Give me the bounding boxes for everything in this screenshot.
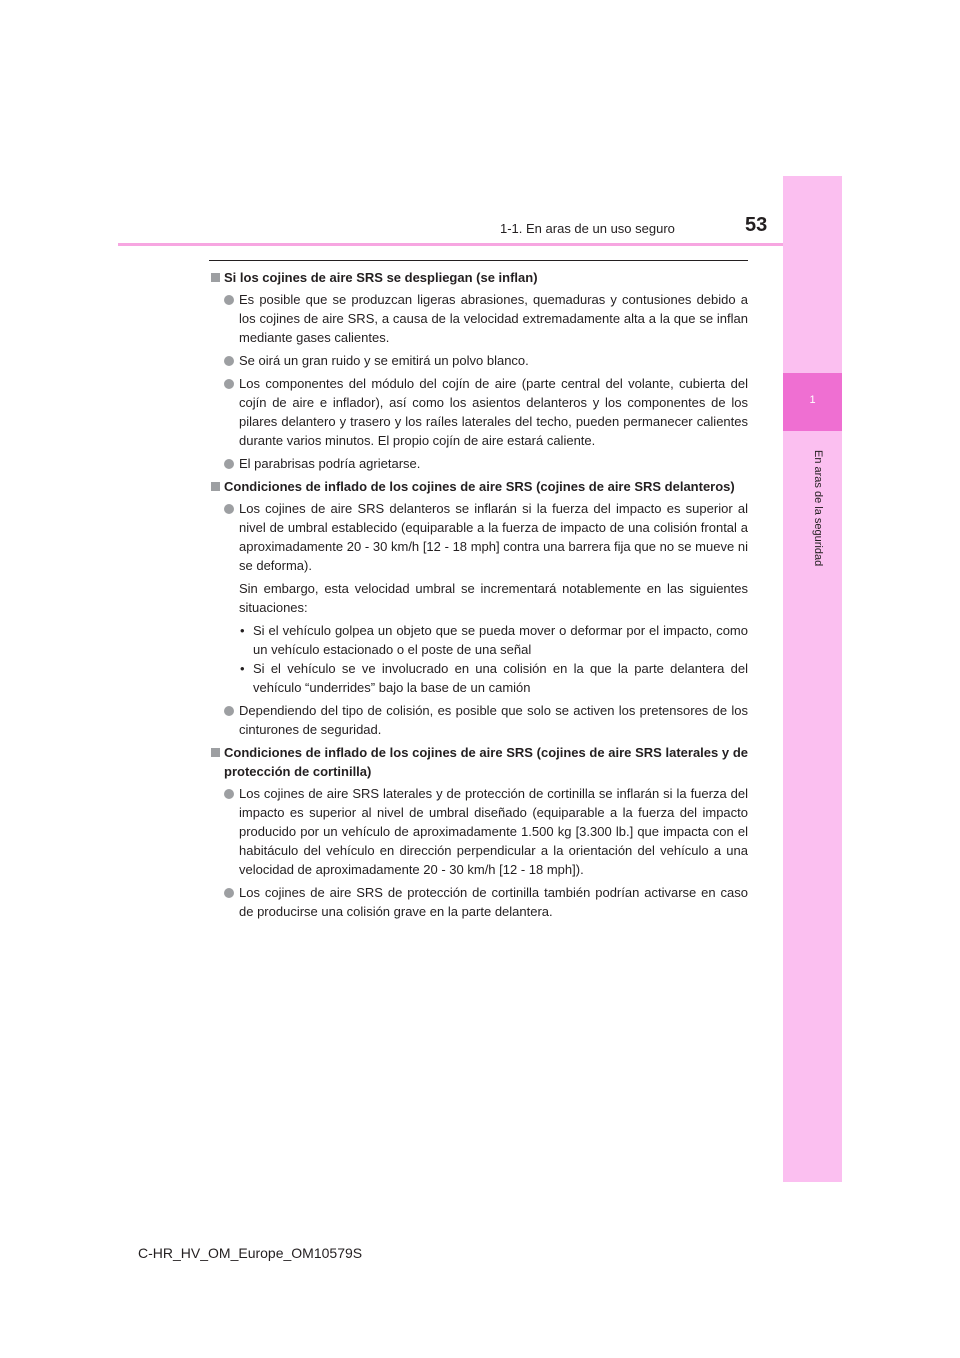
list-item <box>209 784 748 879</box>
list-item-text: Los componentes del módulo del cojín de aire (parte central del volante, cubierta del cojín de aire e inflador), así como los asientos delanteros y los componentes de los pilares delantero y trasero y los raíles laterales del techo, pueden permanecer calientes durante varios minutos. El propio cojín de aire estará caliente. <box>239 376 748 448</box>
sub-list-item <box>209 659 748 697</box>
sub-list-item-text: Si el vehículo se ve involucrado en una colisión en la que la parte delantera del vehículo “underrides” bajo la base de un camión <box>253 661 748 695</box>
section-title: 1-1. En aras de un uso seguro <box>500 221 675 236</box>
section-heading <box>209 268 748 287</box>
document-code: C-HR_HV_OM_Europe_OM10579S <box>138 1245 363 1261</box>
page-number: 53 <box>745 214 768 236</box>
square-bullet-icon <box>211 273 220 282</box>
list-item <box>209 701 748 739</box>
list-item-text: Los cojines de aire SRS laterales y de protección de cortinilla se inflarán si la fuerza del impacto es superior al nivel de umbral diseñado (equiparable a la fuerza del impacto producido por un vehículo de aproximadamente 1.500 kg [3.300 lb.] que impacta con el habitáculo del vehículo en dirección perpendicular a la orientación del vehículo a una velocidad de aproximadamente 20 - 30 km/h [12 - 18 mph]). <box>239 786 748 877</box>
list-item <box>209 351 748 370</box>
side-tab <box>783 176 842 1182</box>
list-item-text: Se oirá un gran ruido y se emitirá un polvo blanco. <box>239 353 529 368</box>
section-heading <box>209 477 748 496</box>
list-item-text: Los cojines de aire SRS de protección de cortinilla también podrían activarse en caso de producirse una colisión grave en la parte delantera. <box>239 885 748 919</box>
square-bullet-icon <box>211 482 220 491</box>
circle-bullet-icon <box>224 706 234 716</box>
section-heading-text: Condiciones de inflado de los cojines de aire SRS (cojines de aire SRS laterales y de protección de cortinilla) <box>224 745 748 779</box>
paragraph: Sin embargo, esta velocidad umbral se incrementará notablemente en las siguientes situaciones: <box>239 581 748 615</box>
list-item <box>209 454 748 473</box>
circle-bullet-icon <box>224 789 234 799</box>
dot-bullet-icon: • <box>240 661 245 676</box>
circle-bullet-icon <box>224 295 234 305</box>
circle-bullet-icon <box>224 888 234 898</box>
circle-bullet-icon <box>224 459 234 469</box>
circle-bullet-icon <box>224 379 234 389</box>
list-item-text: El parabrisas podría agrietarse. <box>239 456 421 471</box>
list-item-text: Los cojines de aire SRS delanteros se inflarán si la fuerza del impacto es superior al nivel de umbral establecido (equiparable a la fuerza de impacto de una colisión frontal a aproximadamente 20 - 30 km/h [12 - 18 mph] contra una barrera fija que no se mueve ni se deforma). <box>239 501 748 573</box>
circle-bullet-icon <box>224 504 234 514</box>
list-item <box>209 290 748 347</box>
square-bullet-icon <box>211 748 220 757</box>
section-heading-text: Condiciones de inflado de los cojines de aire SRS (cojines de aire SRS delanteros) <box>224 479 735 494</box>
dot-bullet-icon: • <box>240 623 245 638</box>
section-heading <box>209 743 748 781</box>
list-item <box>209 499 748 575</box>
header-divider <box>118 243 783 246</box>
list-item-text: Es posible que se produzcan ligeras abrasiones, quemaduras y contusiones debido a los cojines de aire SRS, a causa de la velocidad extremadamente alta a la que se inflan mediante gases calientes. <box>239 292 748 345</box>
sub-list-item <box>209 621 748 659</box>
list-item <box>209 883 748 921</box>
content-top-rule <box>209 260 748 261</box>
sub-list-item-text: Si el vehículo golpea un objeto que se pueda mover o deformar por el impacto, como un vehículo estacionado o el poste de una señal <box>253 623 748 657</box>
page-body <box>209 268 748 925</box>
list-item <box>209 374 748 450</box>
chapter-number-tab: 1 <box>783 373 842 431</box>
list-item-text: Dependiendo del tipo de colisión, es posible que solo se activen los pretensores de los cinturones de seguridad. <box>239 703 748 737</box>
chapter-title-tab: En aras de la seguridad <box>812 450 824 567</box>
section-heading-text: Si los cojines de aire SRS se despliegan (se inflan) <box>224 270 538 285</box>
circle-bullet-icon <box>224 356 234 366</box>
